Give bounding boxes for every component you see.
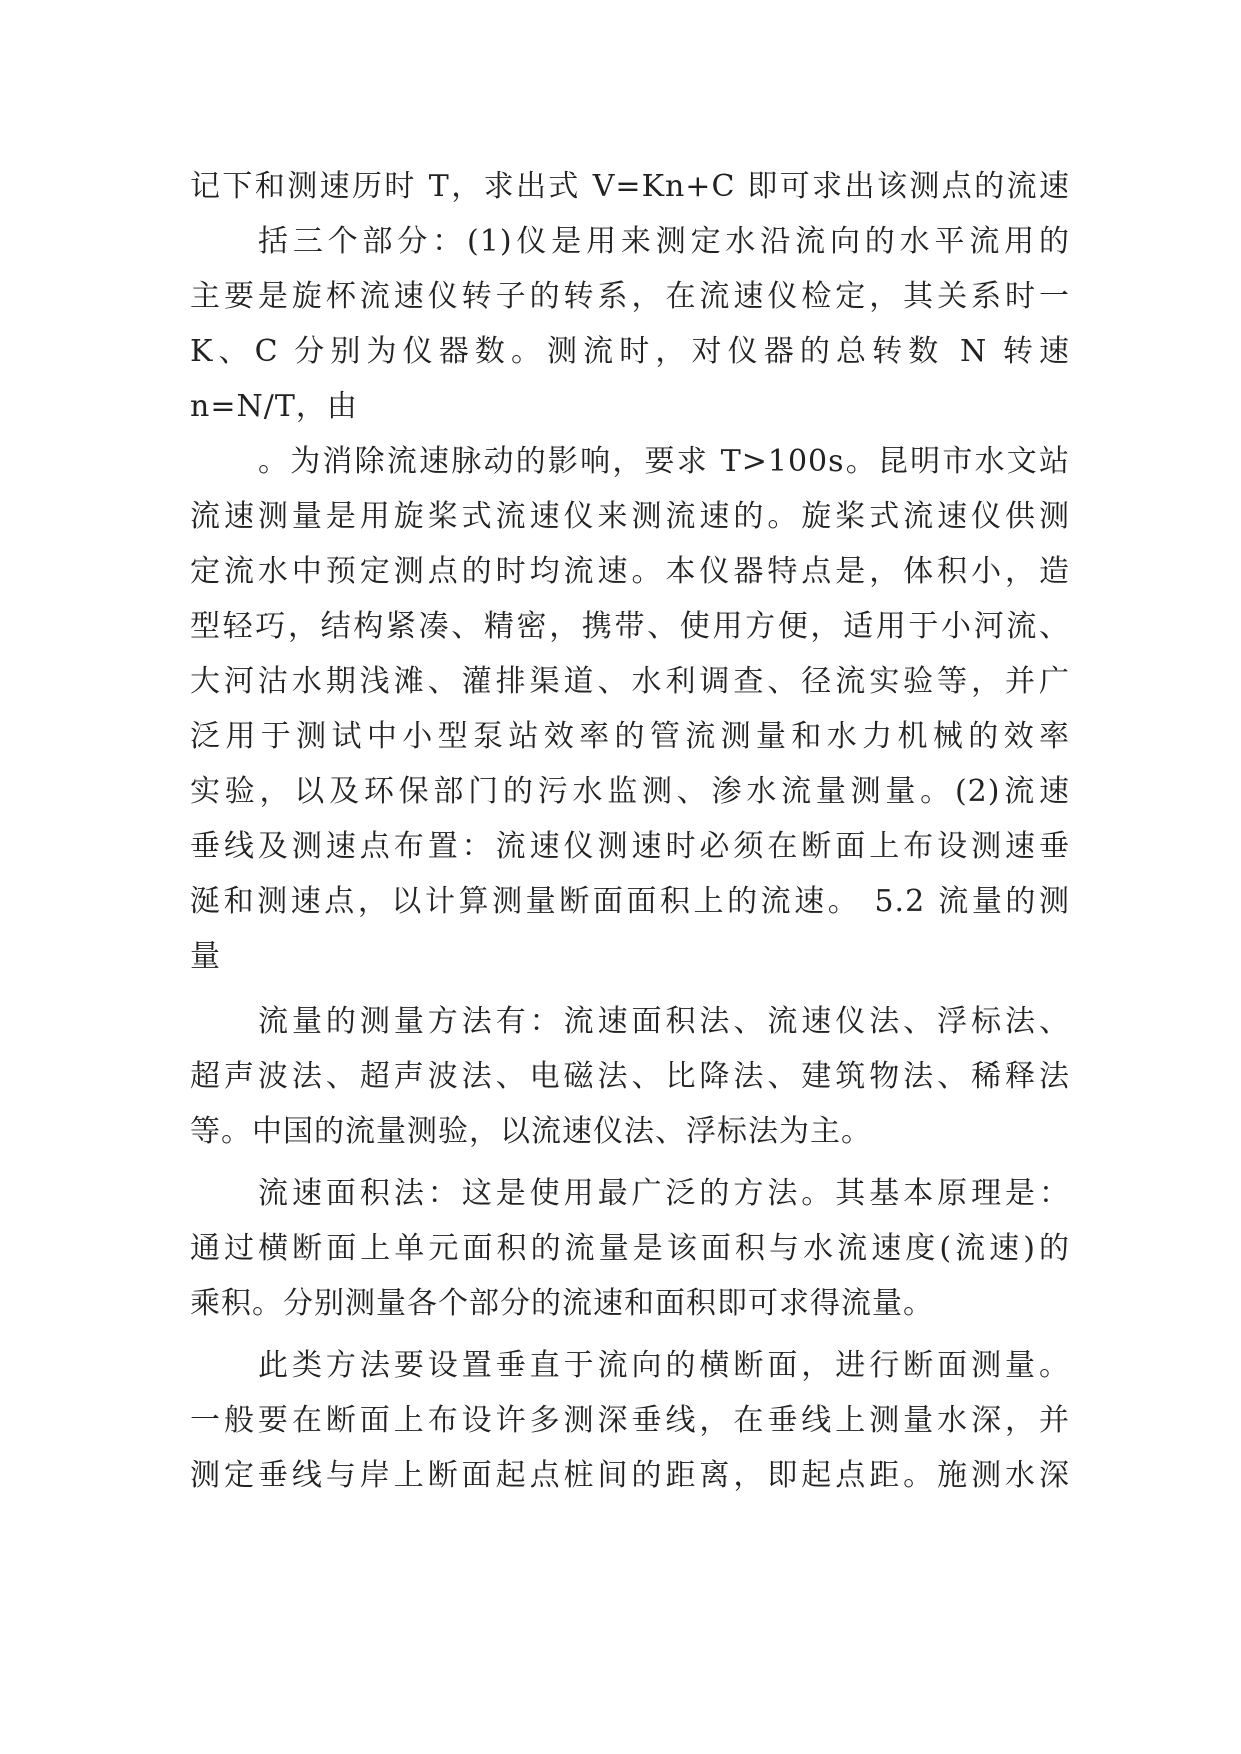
text-line: 垂线及测速点布置：流速仪测速时必须在断面上布设测速垂 [190,829,1070,864]
text-line: 。为消除流速脉动的影响，要求 T>100s。昆明市水文站 [258,444,1070,479]
text-line: 涎和测速点，以计算测量断面面积上的流速。 5.2 流量的测 [190,884,1070,919]
text-line: 记下和测速历时 T，求出式 V=Kn+C 即可求出该测点的流速 [190,169,1070,204]
text-line: 通过横断面上单元面积的流量是该面积与水流速度(流速)的 [190,1231,1070,1266]
text-line: 此类方法要设置垂直于流向的横断面，进行断面测量。 [258,1348,1070,1383]
text-line: 实验，以及环保部门的污水监测、渗水流量测量。(2)流速 [190,774,1070,809]
text-line: n=N/T，由 [190,389,358,424]
text-line: 量 [190,939,221,974]
text-line: 泛用于测试中小型泵站效率的管流测量和水力机械的效率 [190,719,1070,754]
text-line: 型轻巧，结构紧凑、精密，携带、使用方便，适用于小河流、 [190,609,1070,644]
text-line: 等。中国的流量测验，以流速仪法、浮标法为主。 [190,1114,872,1149]
text-line: 超声波法、超声波法、电磁法、比降法、建筑物法、稀释法 [190,1059,1070,1094]
text-line: 乘积。分别测量各个部分的流速和面积即可求得流量。 [190,1286,934,1321]
text-line: K、C 分别为仪器数。测流时，对仪器的总转数 N 转速 [190,334,1070,369]
text-line: 大河沽水期浅滩、灌排渠道、水利调查、径流实验等，并广 [190,664,1070,699]
text-line: 主要是旋杯流速仪转子的转系，在流速仪检定，其关系时一 [190,279,1070,314]
text-line: 括三个部分：(1)仪是用来测定水沿流向的水平流用的 [258,224,1070,259]
text-line: 流速面积法：这是使用最广泛的方法。其基本原理是： [258,1176,1070,1211]
text-line: 一般要在断面上布设许多测深垂线，在垂线上测量水深，并 [190,1403,1070,1438]
text-line: 流速测量是用旋桨式流速仪来测流速的。旋桨式流速仪供测 [190,499,1070,534]
text-line: 流量的测量方法有：流速面积法、流速仪法、浮标法、 [258,1004,1070,1039]
text-line: 定流水中预定测点的时均流速。本仪器特点是，体积小，造 [190,554,1070,589]
text-line: 测定垂线与岸上断面起点桩间的距离，即起点距。施测水深 [190,1458,1070,1493]
